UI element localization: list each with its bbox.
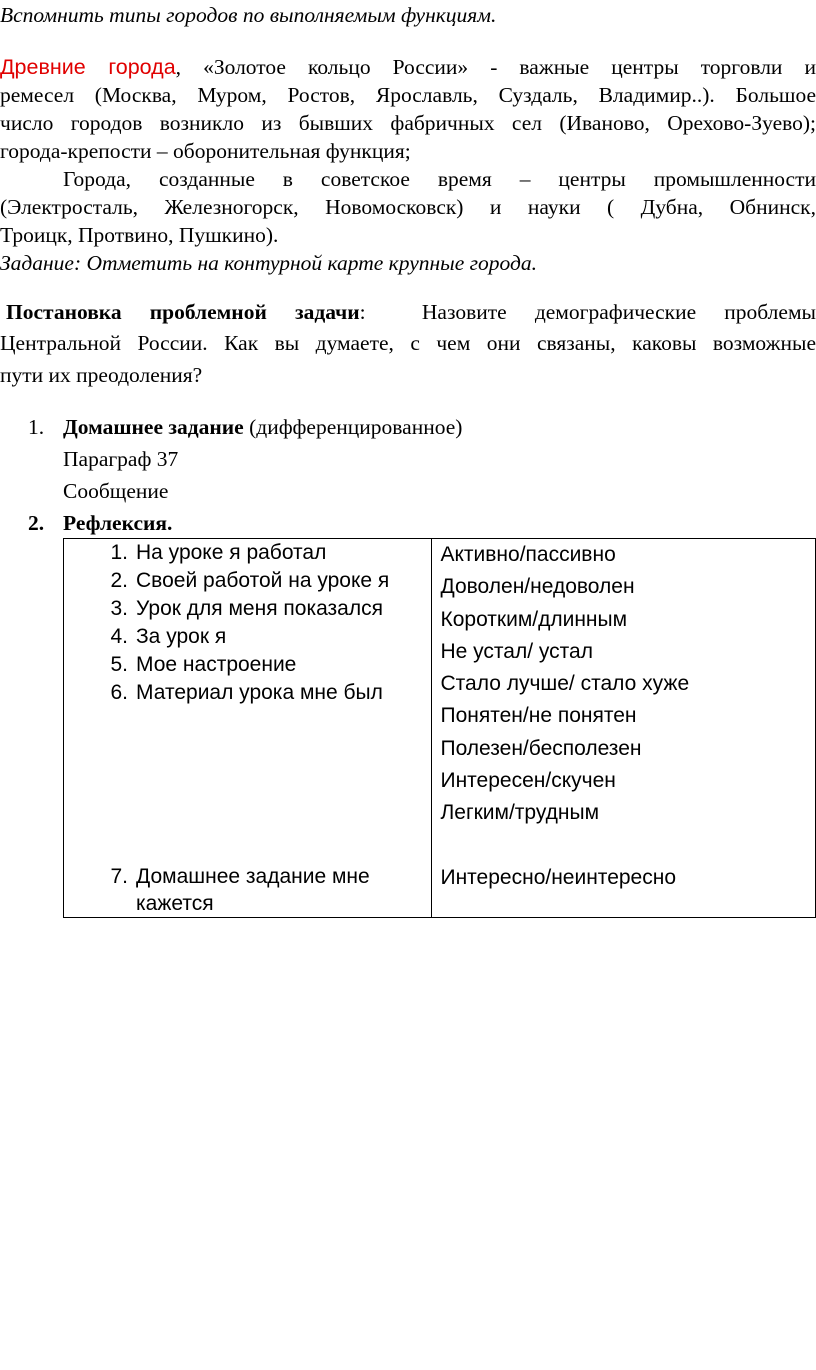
ancient-cities-line-1: Древние города, «Золотое кольцо России» - важные центры торговли и xyxy=(0,55,816,79)
ancient-cities-line-4: города-крепости – оборонительная функция; xyxy=(0,139,411,163)
answer-option-homework: Интересно/неинтересно xyxy=(440,865,677,889)
ancient-cities-line-3: число городов возникло из бывших фабричных сел (Иваново, Орехово-Зуево); xyxy=(0,111,816,135)
homework-item-message: Сообщение xyxy=(63,479,169,503)
soviet-cities-line-2: (Электросталь, Железногорск, Новомосковск) и науки ( Дубна, Обнинск, xyxy=(0,195,816,219)
reflection-title: Рефлексия. xyxy=(63,511,173,535)
task-text: Задание: Отметить на контурной карте крупные города. xyxy=(0,251,537,275)
answer-option: Интересен/скучен xyxy=(440,769,616,793)
answer-option: Стало лучше/ стало хуже xyxy=(440,672,690,696)
answer-option: Полезен/бесполезен xyxy=(440,736,642,760)
homework-number: 1. xyxy=(28,415,45,439)
answer-option: Коротким/длинным xyxy=(440,607,628,631)
problem-line-2: Центральной России. Как вы думаете, с чем они связаны, каковы возможные xyxy=(0,331,816,355)
list-item: 4. За урок я xyxy=(110,625,227,648)
answer-option: Понятен/не понятен xyxy=(440,704,637,728)
list-item: 5. Мое настроение xyxy=(110,653,297,676)
ancient-cities-line-2: ремесел (Москва, Муром, Ростов, Ярославль, Суздаль, Владимир..). Большое xyxy=(0,83,816,107)
soviet-cities-line-1: Города, созданные в советское время – центры промышленности xyxy=(63,167,816,191)
reflection-table xyxy=(63,538,816,918)
answer-option: Не устал/ устал xyxy=(440,639,593,663)
problem-line-1: Постановка проблемной задачи: Назовите демографические проблемы xyxy=(6,300,816,324)
intro-text: Вспомнить типы городов по выполняемым функциям. xyxy=(0,3,497,27)
answer-option: Активно/пассивно xyxy=(440,543,616,566)
document-page: Вспомнить типы городов по выполняемым функциям. Древние города, «Золотое кольцо России» - важные центры торговли и ремесел (Москва, Муром, Ростов, Ярославль, Суздаль, Владимир..). Большое число городов возникло из бывших фабричных сел (Иваново, Орехово-Зуево); города-крепости – оборонительная функция; Города, созданные в советское время – центры промышленности (Электросталь, Железногорск, Новомосковск) и науки ( Дубна, Обнинск, Троицк, Протвино, Пушкино). Задание: Отметить на контурной карте крупные города. Постановка проблемной задачи: Назовите демографические проблемы Центральной России. Как вы думаете, с чем они связаны, каковы возможные пути их преодоления? 1. Домашнее задание (дифференцированное) Параграф 37 Сообщение 2. Рефлексия. 1. На уроке я работал 2. Своей работой на уроке я 3. Урок для меня показался 4. За урок я 5. Мое настроение 6. Материал урока мне был 7. Домашнее задание мне кажется Активно/пассивно Доволен/недоволен Коротким/длинным Не устал/ устал Стало лучше/ стало хуже Понятен/не понятен Полезен/бесполезен Интересен/скучен Легким/трудным Интересно/неинтересно xyxy=(0,0,816,1370)
reflection-questions-cell xyxy=(64,539,432,918)
reflection-answers-cell xyxy=(432,539,816,918)
problem-line-3: пути их преодоления? xyxy=(0,363,203,387)
list-item: 3. Урок для меня показался xyxy=(110,597,383,620)
list-item: 7. Домашнее задание мне xyxy=(110,865,370,888)
reflection-row-main xyxy=(64,539,816,918)
problem-label: Постановка проблемной задачи xyxy=(6,300,360,324)
homework-title: Домашнее задание xyxy=(63,415,244,439)
list-item-continuation: кажется xyxy=(136,892,214,915)
list-item: 1. На уроке я работал xyxy=(110,541,327,564)
list-item: 2. Своей работой на уроке я xyxy=(110,569,390,592)
homework-item-paragraph: Параграф 37 xyxy=(63,447,179,471)
ancient-cities-label: Древние города xyxy=(0,55,176,79)
soviet-cities-line-3: Троицк, Протвино, Пушкино). xyxy=(0,223,279,247)
answer-option: Легким/трудным xyxy=(440,801,600,825)
answer-option: Доволен/недоволен xyxy=(440,575,635,599)
reflection-number: 2. xyxy=(28,511,45,535)
list-item: 6. Материал урока мне был xyxy=(110,681,383,704)
